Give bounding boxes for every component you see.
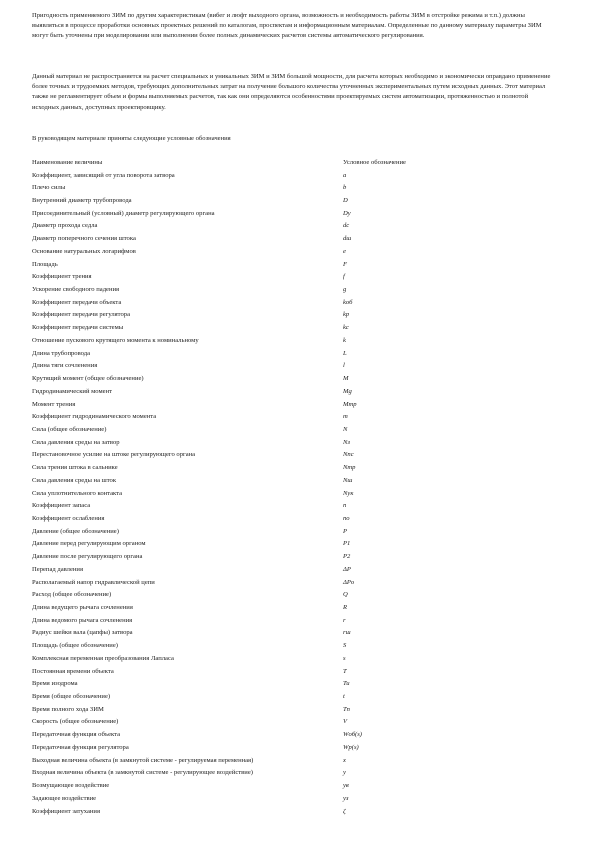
quantity-name: Диаметр поперечного сечения штока: [32, 235, 136, 243]
table-row: [32, 220, 567, 233]
table-row: [32, 665, 567, 678]
quantity-name: Длина ведущего рычага сочленения: [32, 604, 133, 612]
quantity-name: Радиус шейки вала (цапфы) затвора: [32, 629, 133, 637]
quantity-name: Время (общее обозначение): [32, 693, 111, 701]
table-row: [32, 639, 567, 652]
quantity-name: Отношение пускового крутящего момента к номинальному: [32, 336, 199, 344]
quantity-name: Длина тяги сочленения: [32, 362, 98, 370]
quantity-name: Входная величина объекта (в замкнутой системе - регулирующее воздействие): [32, 769, 253, 777]
table-row: [32, 563, 567, 576]
table-header-row: [32, 156, 567, 169]
quantity-symbol: g: [343, 286, 347, 294]
quantity-symbol: D: [343, 197, 348, 205]
quantity-name: Давление перед регулирующим органом: [32, 540, 146, 548]
quantity-name: Коэффициент запаса: [32, 502, 91, 510]
quantity-name: Перестановочное усилие на штоке регулирующего органа: [32, 451, 196, 459]
table-row: [32, 181, 567, 194]
quantity-symbol: Nтр: [343, 464, 356, 472]
notation-table: [32, 156, 567, 817]
table-row: [32, 283, 567, 296]
quantity-name: Задающее воздействие: [32, 794, 97, 802]
table-row: [32, 487, 567, 500]
quantity-name: Плечо силы: [32, 184, 66, 192]
table-row: [32, 449, 567, 462]
quantity-name: Диаметр прохода седла: [32, 222, 98, 230]
quantity-name: Площадь (общее обозначение): [32, 642, 118, 650]
table-row: [32, 703, 567, 716]
table-row: [32, 232, 567, 245]
quantity-symbol: Nук: [343, 489, 354, 497]
quantity-name: Длина трубопровода: [32, 349, 91, 357]
table-row: [32, 360, 567, 373]
quantity-symbol: Wоб(s): [343, 731, 362, 739]
quantity-name: Коэффициент передачи системы: [32, 324, 124, 332]
quantity-symbol: M: [343, 375, 349, 383]
quantity-symbol: s: [343, 654, 346, 662]
notation-intro-paragraph: В руководящем материале приняты следующие условные обозначения: [32, 135, 231, 142]
table-row: [32, 372, 567, 385]
quantity-symbol: l: [343, 362, 345, 370]
quantity-name: Коэффициент передачи регулятора: [32, 311, 130, 319]
quantity-symbol: P1: [343, 540, 351, 548]
table-row: [32, 245, 567, 258]
table-row: [32, 207, 567, 220]
quantity-symbol: nо: [343, 514, 350, 522]
table-row: [32, 550, 567, 563]
quantity-name: Присоединительный (условный) диаметр регулирующего органа: [32, 209, 215, 217]
quantity-symbol: rш: [343, 629, 351, 637]
table-row: [32, 677, 567, 690]
table-row: [32, 258, 567, 271]
table-row: [32, 398, 567, 411]
table-row: [32, 270, 567, 283]
quantity-name: Коэффициент трения: [32, 273, 92, 281]
quantity-name: Коэффициент затухания: [32, 807, 100, 815]
quantity-symbol: b: [343, 184, 347, 192]
table-row: [32, 576, 567, 589]
quantity-name: Коэффициент, зависящий от угла поворота затвора: [32, 171, 175, 179]
table-row: [32, 525, 567, 538]
quantity-symbol: t: [343, 693, 345, 701]
quantity-name: Коэффициент ослабления: [32, 514, 105, 522]
quantity-symbol: V: [343, 718, 348, 726]
table-row: [32, 474, 567, 487]
quantity-name: Возмущающее воздействие: [32, 782, 110, 790]
quantity-symbol: Mтр: [343, 400, 357, 408]
quantity-symbol: e: [343, 247, 346, 255]
quantity-symbol: Nпс: [343, 451, 354, 459]
table-row: [32, 754, 567, 767]
quantity-symbol: N: [343, 425, 348, 433]
table-row: [32, 588, 567, 601]
quantity-name: Перепад давления: [32, 565, 83, 573]
quantity-symbol: kс: [343, 324, 349, 332]
table-row: [32, 347, 567, 360]
quantity-symbol: Tп: [343, 705, 350, 713]
quantity-name: Передаточная функция регулятора: [32, 743, 129, 751]
table-row: [32, 690, 567, 703]
quantity-symbol: L: [343, 349, 347, 357]
quantity-symbol: kp: [343, 311, 350, 319]
quantity-name: Время изодрома: [32, 680, 78, 688]
quantity-symbol: R: [343, 604, 348, 612]
table-row: [32, 627, 567, 640]
quantity-symbol: n: [343, 502, 347, 510]
quantity-name: Длина ведомого рычага сочленения: [32, 616, 133, 624]
quantity-name: Давление после регулирующего органа: [32, 553, 143, 561]
quantity-symbol: m: [343, 413, 348, 421]
table-row: [32, 385, 567, 398]
table-row: [32, 461, 567, 474]
quantity-name: Коэффициент гидродинамического момента: [32, 413, 157, 421]
table-row: [32, 652, 567, 665]
quantity-symbol: yз: [343, 794, 349, 802]
quantity-symbol: k: [343, 336, 346, 344]
quantity-symbol: Wp(s): [343, 743, 359, 751]
quantity-symbol: r: [343, 616, 346, 624]
quantity-name: Сила трения штока в сальнике: [32, 464, 118, 472]
table-row: [32, 334, 567, 347]
quantity-name: Гидродинамический момент: [32, 387, 112, 395]
table-row: [32, 321, 567, 334]
quantity-symbol: Nш: [343, 476, 353, 484]
quantity-name: Время полного хода ЗИМ: [32, 705, 104, 713]
quantity-symbol: ΔPо: [343, 578, 355, 586]
quantity-symbol: y: [343, 769, 346, 777]
quantity-name: Ускорение свободного падения: [32, 286, 120, 294]
quantity-name: Давление (общее обозначение): [32, 527, 119, 535]
column-header-symbol: Условное обозначение: [343, 158, 406, 166]
scope-paragraph: Данный материал не распространяется на расчет специальных и уникальных ЗИМ и ЗИМ большой мощности, для расчета которых необходимо и экономически оправдано применение более точных и трудоемких методов, требующих дополнительных затрат на получение большого количества уточненных экспериментальных путем исходных данных. Этот материал также не регламентирует объем и формы выполняемых расчетов, так как они определяются особенностями проектируемых систем автоматизации, протяженностью и полнотой исходных данных, доступных проектировщику.: [32, 73, 551, 111]
table-row: [32, 805, 567, 818]
quantity-name: Скорость (общее обозначение): [32, 718, 119, 726]
quantity-symbol: x: [343, 756, 346, 764]
quantity-name: Располагаемый напор гидравлической цепи: [32, 578, 155, 586]
quantity-symbol: yв: [343, 782, 349, 790]
quantity-name: Сила давления среды на затвор: [32, 438, 120, 446]
table-row: [32, 538, 567, 551]
quantity-symbol: a: [343, 171, 347, 179]
quantity-symbol: dc: [343, 222, 350, 230]
quantity-name: Расход (общее обозначение): [32, 591, 112, 599]
quantity-name: Площадь: [32, 260, 58, 268]
quantity-symbol: P2: [343, 553, 351, 561]
intro-paragraph: Пригодность применяемого ЗИМ по другим характеристикам (вибег и люфт выходного органа, возможность и необходимость работы ЗИМ в отстройке режима и т.п.) должны выявляться в процессе проработки основных проектных решений по каталогам, проспектам и информационным материалам. Определенные по данному материалу параметры ЗИМ могут быть уточнены при моделировании или выполнении более полных динамических расчетов системы автоматического регулирования.: [32, 12, 542, 40]
table-row: [32, 169, 567, 182]
table-body: [32, 169, 567, 818]
quantity-symbol: kоб: [343, 298, 353, 306]
quantity-name: Выходная величина объекта (в замкнутой системе - регулируемая переменная): [32, 756, 254, 764]
quantity-name: Сила (общее обозначение): [32, 425, 107, 433]
quantity-symbol: F: [343, 260, 348, 268]
column-header-name: Наименование величины: [32, 158, 103, 166]
quantity-symbol: Nз: [343, 438, 350, 446]
quantity-symbol: P: [343, 527, 348, 535]
table-row: [32, 410, 567, 423]
quantity-name: Момент трения: [32, 400, 76, 408]
quantity-symbol: S: [343, 642, 347, 650]
quantity-symbol: Dy: [343, 209, 351, 217]
quantity-name: Внутренний диаметр трубопровода: [32, 197, 132, 205]
quantity-name: Коэффициент передачи объекта: [32, 298, 122, 306]
table-row: [32, 296, 567, 309]
table-row: [32, 194, 567, 207]
quantity-name: Основание натуральных логарифмов: [32, 247, 136, 255]
quantity-symbol: ΔP: [343, 565, 351, 573]
table-row: [32, 792, 567, 805]
quantity-symbol: dш: [343, 235, 352, 243]
table-row: [32, 728, 567, 741]
table-row: [32, 512, 567, 525]
table-row: [32, 614, 567, 627]
quantity-name: Сила давления среды на шток: [32, 476, 117, 484]
quantity-symbol: Q: [343, 591, 348, 599]
table-row: [32, 499, 567, 512]
quantity-name: Передаточная функция объекта: [32, 731, 121, 739]
quantity-name: Комплексная переменная преобразования Лапласа: [32, 654, 174, 662]
table-row: [32, 741, 567, 754]
table-row: [32, 423, 567, 436]
table-row: [32, 601, 567, 614]
quantity-name: Сила уплотнительного контакта: [32, 489, 123, 497]
quantity-name: Крутящий момент (общее обозначение): [32, 375, 144, 383]
table-row: [32, 767, 567, 780]
table-row: [32, 716, 567, 729]
table-row: [32, 779, 567, 792]
quantity-symbol: Tu: [343, 680, 350, 688]
table-row: [32, 436, 567, 449]
quantity-symbol: T: [343, 667, 347, 675]
quantity-symbol: f: [343, 273, 345, 281]
table-row: [32, 309, 567, 322]
quantity-symbol: Mg: [343, 387, 352, 395]
quantity-symbol: ζ: [343, 807, 346, 815]
quantity-name: Постоянная времени объекта: [32, 667, 114, 675]
